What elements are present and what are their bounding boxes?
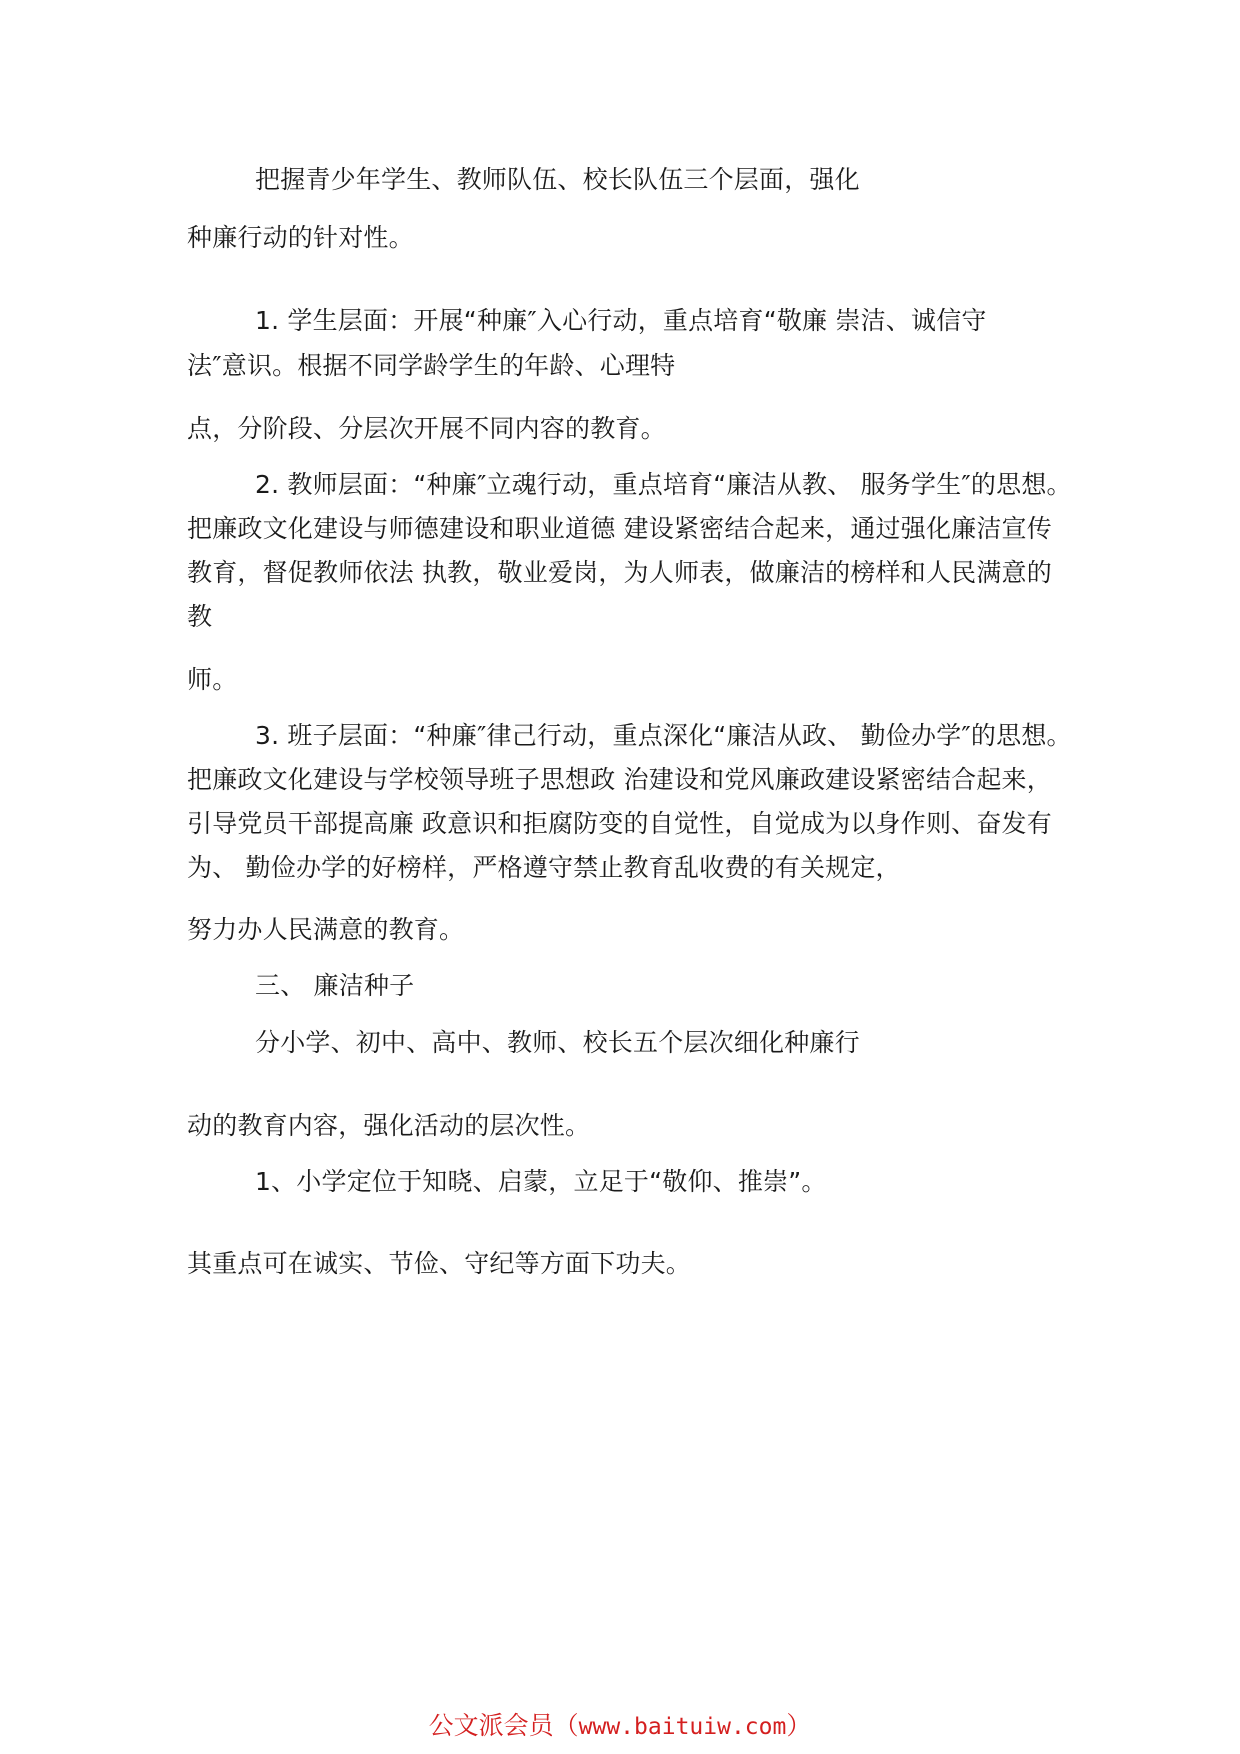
paragraph-line: 把廉政文化建设与师德建设和职业道德 建设紧密结合起来，通过强化廉洁宣传 xyxy=(187,514,1052,543)
paragraph-line: 1、小学定位于知晓、启蒙，立足于“敬仰、推崇”。 xyxy=(255,1167,827,1196)
paragraph-line: 法″意识。根据不同学龄学生的年龄、心理特 xyxy=(187,351,676,380)
paragraph-line: 为、 勤俭办学的好榜样，严格遵守禁止教育乱收费的有关规定， xyxy=(187,853,901,882)
paragraph-line: 种廉行动的针对性。 xyxy=(187,223,414,252)
paragraph-line: 3. 班子层面：“种廉″律己行动，重点深化“廉洁从政、 勤俭办学″的思想。 xyxy=(255,721,1072,750)
paragraph-line: 2. 教师层面：“种廉″立魂行动，重点培育“廉洁从教、 服务学生″的思想。 xyxy=(255,470,1072,499)
footer-suffix: ） xyxy=(786,1711,812,1740)
paragraph-line: 动的教育内容，强化活动的层次性。 xyxy=(187,1111,591,1140)
paragraph-line: 把握青少年学生、教师队伍、校长队伍三个层面，强化 xyxy=(255,165,860,194)
footer-prefix: 公文派会员（ xyxy=(428,1711,579,1740)
paragraph-line: 分小学、初中、高中、教师、校长五个层次细化种廉行 xyxy=(255,1028,860,1057)
paragraph-line: 点，分阶段、分层次开展不同内容的教育。 xyxy=(187,414,666,443)
footer-url: www.baituiw.com xyxy=(578,1714,787,1740)
paragraph-line: 1. 学生层面：开展“种廉″入心行动，重点培育“敬廉 崇洁、诚信守 xyxy=(255,306,987,335)
paragraph-line: 教育，督促教师依法 执教，敬业爱岗，为人师表，做廉洁的榜样和人民满意的 xyxy=(187,558,1052,587)
paragraph-line: 引导党员干部提高廉 政意识和拒腐防变的自觉性，自觉成为以身作则、奋发有 xyxy=(187,809,1052,838)
paragraph-line: 把廉政文化建设与学校领导班子思想政 治建设和党风廉政建设紧密结合起来， xyxy=(187,765,1052,794)
paragraph-line: 其重点可在诚实、节俭、守纪等方面下功夫。 xyxy=(187,1249,692,1278)
paragraph-line: 教 xyxy=(187,602,213,631)
footer-watermark xyxy=(0,1710,1240,1743)
paragraph-line: 师。 xyxy=(187,665,238,694)
paragraph-line: 努力办人民满意的教育。 xyxy=(187,915,465,944)
section-heading: 三、 廉洁种子 xyxy=(255,971,415,1000)
